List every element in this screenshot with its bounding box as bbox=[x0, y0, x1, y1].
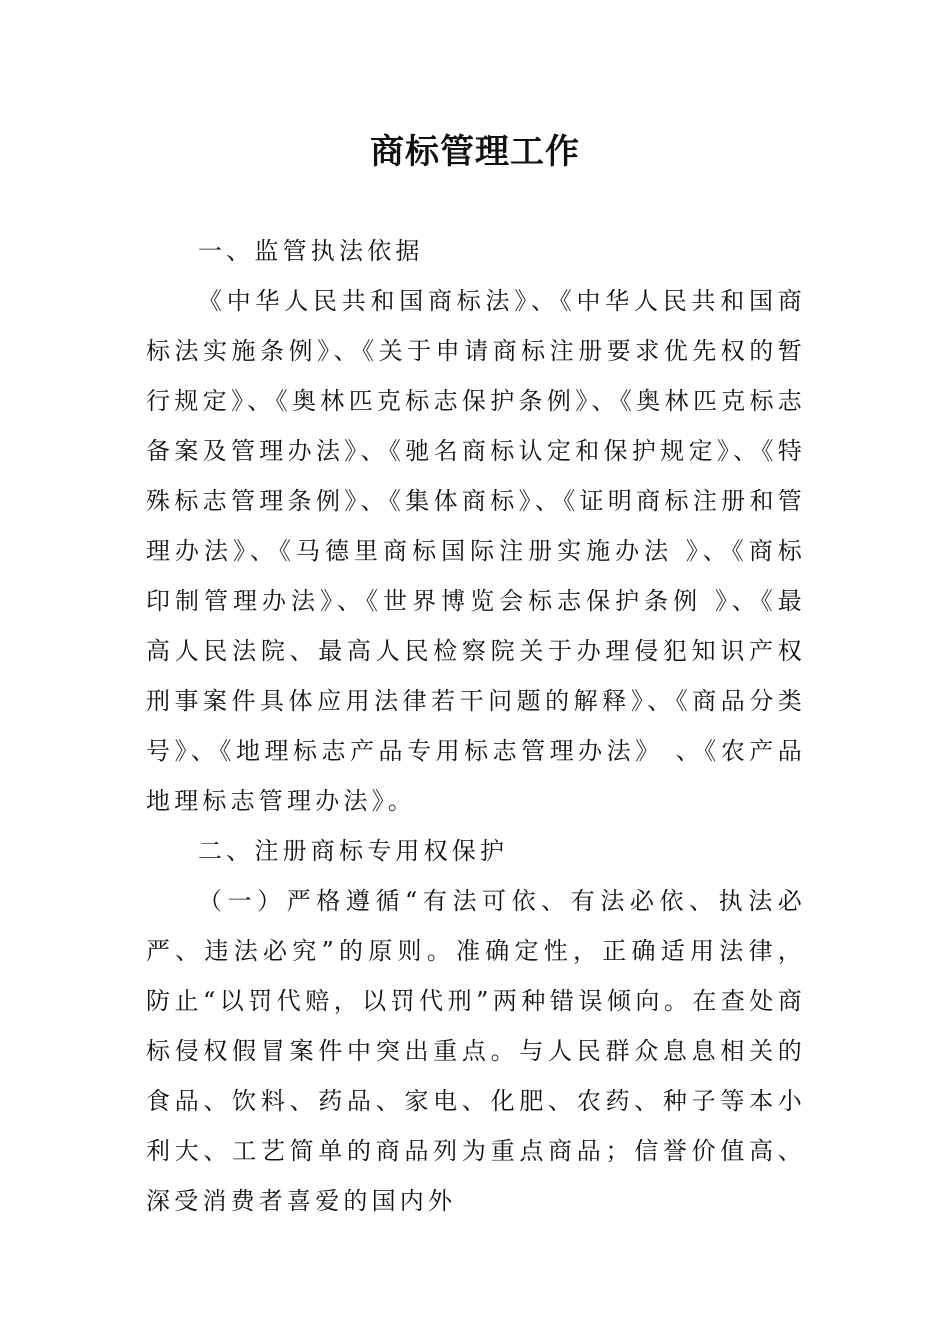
section-heading-1: 一、监管执法依据 bbox=[198, 237, 424, 265]
document-body bbox=[146, 226, 806, 1226]
paragraph-principles: （一）严格遵循“有法可依、有法必依、执法必严、违法必究”的原则。准确定性，正确适用法律，防止“以罚代赔，以罚代刑”两种错误倾向。在查处商标侵权假冒案件中突出重点。与人民群众息息相关的食品、饮料、药品、家电、化肥、农药、种子等本小利大、工艺简单的商品列为重点商品；信誉价值高、深受消费者喜爱的国内外 bbox=[146, 887, 806, 1215]
paragraph-law-list: 《中华人民共和国商标法》、《中华人民共和国商标法实施条例》、《关于申请商标注册要求优先权的暂行规定》、《奥林匹克标志保护条例》、《奥林匹克标志备案及管理办法》、《驰名商标认定和保护规定》、《特殊标志管理条例》、《集体商标》、《证明商标注册和管理办法》、《马德里商标国际注册实施办法 》、《商标印制管理办法》、《世界博览会标志保护条例 》、《最高人民法院、最高人民检察院关于办理侵犯知识产权刑事案件具体应用法律若干问题的解释》、《商品分类号》、《地理标志产品专用标志管理办法》 、《农产品地理标志管理办法》。 bbox=[146, 287, 806, 815]
section-heading-2: 二、注册商标专用权保护 bbox=[198, 837, 509, 865]
document-title: 商标管理工作 bbox=[370, 132, 580, 172]
